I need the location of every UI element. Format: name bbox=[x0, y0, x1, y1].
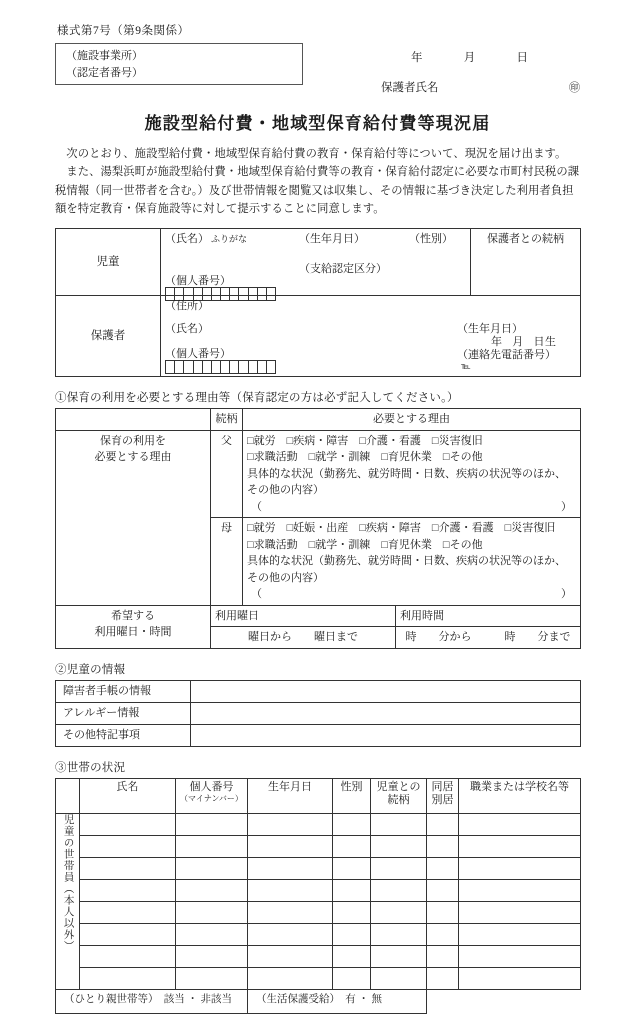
other-notes-value[interactable] bbox=[191, 724, 581, 746]
col-header-mynumber bbox=[176, 778, 248, 813]
reason-header-row bbox=[56, 409, 581, 431]
cell-occupation[interactable] bbox=[459, 901, 581, 923]
child-birth-label: （生年月日） bbox=[299, 233, 365, 246]
mynumber-digit-cell[interactable] bbox=[175, 361, 184, 373]
cell-occupation[interactable] bbox=[459, 835, 581, 857]
guardian-name-label: 保護者氏名 bbox=[381, 82, 439, 94]
cell-birth[interactable] bbox=[248, 901, 333, 923]
mother-detail-input[interactable] bbox=[247, 586, 576, 603]
col-header-sex: 性別 bbox=[333, 778, 371, 813]
cell-name[interactable] bbox=[80, 923, 176, 945]
table-row bbox=[56, 945, 581, 967]
mynumber-cells[interactable] bbox=[165, 360, 276, 374]
reason-row-label-line2: 必要とする理由 bbox=[94, 451, 172, 464]
table-row bbox=[56, 680, 581, 702]
cell-relation[interactable] bbox=[371, 901, 427, 923]
cell-birth[interactable] bbox=[248, 967, 333, 989]
cell-relation[interactable] bbox=[371, 857, 427, 879]
child-info-table bbox=[55, 680, 581, 747]
mynumber-digit-cell[interactable] bbox=[166, 361, 175, 373]
cell-occupation[interactable] bbox=[459, 857, 581, 879]
facility-box bbox=[55, 43, 303, 85]
cell-mynumber[interactable] bbox=[176, 967, 248, 989]
cell-name[interactable] bbox=[80, 901, 176, 923]
col-header-name: 氏名 bbox=[80, 778, 176, 813]
reason-col-header: 必要とする理由 bbox=[243, 409, 581, 431]
days-header: 利用曜日 bbox=[211, 606, 396, 627]
col-header-birth: 生年月日 bbox=[248, 778, 333, 813]
time-value[interactable]: 時 分から 時 分まで bbox=[396, 627, 581, 648]
table-row bbox=[56, 813, 581, 835]
mother-reason-cell[interactable] bbox=[243, 518, 581, 606]
footer-blank-2 bbox=[459, 989, 581, 1013]
disability-book-label: 障害者手帳の情報 bbox=[56, 680, 191, 702]
cell-sex[interactable] bbox=[333, 835, 371, 857]
cell-occupation[interactable] bbox=[459, 813, 581, 835]
mynumber-digit-cell[interactable] bbox=[230, 361, 239, 373]
other-notes-label: その他特記事項 bbox=[56, 724, 191, 746]
mother-reason-line1[interactable]: □就労 □妊娠・出産 □疾病・障害 □介護・看護 □災害復旧 bbox=[247, 522, 556, 535]
cell-birth[interactable] bbox=[248, 923, 333, 945]
father-reason-cell[interactable] bbox=[243, 430, 581, 518]
father-reason-line2[interactable]: □求職活動 □就学・訓練 □育児休業 □その他 bbox=[247, 451, 483, 464]
seal-icon: ㊞ bbox=[569, 82, 580, 94]
intro-paragraph-1: 次のとおり、施設型給付費・地域型保育給付費の教育・保育給付等について、現況を届け出ます。 bbox=[66, 148, 567, 160]
cell-sex[interactable] bbox=[333, 813, 371, 835]
relation-col-header: 続柄 bbox=[211, 409, 243, 431]
mother-label: 母 bbox=[211, 518, 243, 606]
wish-row bbox=[56, 605, 581, 648]
telephone-icon: ℡ bbox=[461, 361, 471, 372]
allergy-value[interactable] bbox=[191, 702, 581, 724]
table-row bbox=[56, 967, 581, 989]
intro-paragraph-2: また、湯梨浜町が施設型給付費・地域型保育給付費等の教育・保育給付認定に必要な市町村民税の課税情報（同一世帯者を含む。）及び世帯情報を閲覧又は収集し、その情報に基づき決定した利用者負担額を特定教育・保育施設等に対して提示することに同意します。 bbox=[55, 166, 580, 215]
cell-relation[interactable] bbox=[371, 835, 427, 857]
mother-reason-line2[interactable]: □求職活動 □就学・訓練 □育児休業 □その他 bbox=[247, 538, 483, 551]
household-header-row bbox=[56, 778, 581, 813]
cell-living[interactable] bbox=[427, 967, 459, 989]
cell-sex[interactable] bbox=[333, 879, 371, 901]
cell-mynumber[interactable] bbox=[176, 857, 248, 879]
cell-mynumber[interactable] bbox=[176, 945, 248, 967]
single-parent-field[interactable]: （ひとり親世帯等） 該当 ・ 非該当 bbox=[56, 989, 248, 1013]
cell-living[interactable] bbox=[427, 901, 459, 923]
paren-close: ） bbox=[561, 500, 572, 513]
reason-table bbox=[55, 408, 581, 649]
wish-row-label-line2: 利用曜日・時間 bbox=[94, 626, 172, 639]
col-header-occupation: 職業または学校名等 bbox=[459, 778, 581, 813]
table-row bbox=[56, 835, 581, 857]
table-row bbox=[56, 879, 581, 901]
cell-mynumber[interactable] bbox=[176, 879, 248, 901]
section2-heading: ②児童の情報 bbox=[55, 663, 126, 676]
col-header-living-line2: 別居 bbox=[431, 794, 454, 807]
child-sex-label: （性別） bbox=[409, 233, 453, 246]
household-vertical-label: 児童の世帯員（本人以外） bbox=[62, 813, 74, 952]
date-line bbox=[411, 49, 580, 65]
allergy-label: アレルギー情報 bbox=[56, 702, 191, 724]
col-header-relation-line2: 続柄 bbox=[387, 794, 410, 807]
household-footer-row bbox=[56, 989, 581, 1013]
guardian-mynumber-label: （個人番号） bbox=[165, 348, 231, 361]
section1-heading: ①保育の利用を必要とする理由等（保育認定の方は必ず記入してください。） bbox=[55, 392, 459, 405]
cell-mynumber[interactable] bbox=[176, 901, 248, 923]
cell-birth[interactable] bbox=[248, 945, 333, 967]
cell-mynumber[interactable] bbox=[176, 835, 248, 857]
cell-name[interactable] bbox=[80, 879, 176, 901]
cell-relation[interactable] bbox=[371, 813, 427, 835]
form-number: 様式第7号（第9条関係） bbox=[57, 25, 190, 37]
cell-sex[interactable] bbox=[333, 923, 371, 945]
cell-sex[interactable] bbox=[333, 857, 371, 879]
mynumber-digit-cell[interactable] bbox=[212, 361, 221, 373]
cell-sex[interactable] bbox=[333, 967, 371, 989]
time-header: 利用時間 bbox=[396, 606, 581, 627]
cell-occupation[interactable] bbox=[459, 879, 581, 901]
disability-book-value[interactable] bbox=[191, 680, 581, 702]
paren-open: （ bbox=[251, 588, 262, 601]
footer-blank-1 bbox=[427, 989, 459, 1013]
col-header-mynumber-sub: （マイナンバー） bbox=[180, 794, 243, 804]
cell-name[interactable] bbox=[80, 835, 176, 857]
mynumber-digit-cell[interactable] bbox=[194, 361, 203, 373]
table-row bbox=[56, 702, 581, 724]
cell-birth[interactable] bbox=[248, 835, 333, 857]
cell-sex[interactable] bbox=[333, 945, 371, 967]
reason-blank-header bbox=[56, 409, 211, 431]
guardian-birth-label: （生年月日） bbox=[457, 323, 523, 336]
days-value[interactable]: 曜日から 曜日まで bbox=[211, 627, 396, 648]
cell-mynumber[interactable] bbox=[176, 813, 248, 835]
child-row bbox=[56, 229, 581, 296]
cell-relation[interactable] bbox=[371, 967, 427, 989]
guardian-row-label: 保護者 bbox=[56, 296, 161, 377]
child-mynumber-label: （個人番号） bbox=[165, 275, 231, 288]
cell-relation[interactable] bbox=[371, 945, 427, 967]
cell-mynumber[interactable] bbox=[176, 923, 248, 945]
birth-year-label: 年 bbox=[491, 336, 503, 349]
child-certification-label: （支給認定区分） bbox=[299, 263, 387, 276]
col-header-relation-line1: 児童との bbox=[376, 780, 421, 793]
cell-living[interactable] bbox=[427, 923, 459, 945]
child-furigana-label: ふりがな bbox=[211, 234, 248, 245]
father-detail-input[interactable] bbox=[247, 499, 576, 516]
cell-living[interactable] bbox=[427, 835, 459, 857]
guardian-mynumber-grid[interactable] bbox=[165, 360, 276, 374]
cell-living[interactable] bbox=[427, 813, 459, 835]
mother-detail-label: 具体的な状況（勤務先、就労時間・日数、疾病の状況等のほか、その他の内容） bbox=[247, 555, 566, 584]
mynumber-digit-cell[interactable] bbox=[203, 361, 212, 373]
cell-name[interactable] bbox=[80, 813, 176, 835]
birth-month-label: 月 bbox=[512, 336, 524, 349]
household-corner-cell bbox=[56, 778, 80, 813]
cell-name[interactable] bbox=[80, 945, 176, 967]
month-label: 月 bbox=[463, 52, 476, 64]
person-table bbox=[55, 228, 581, 377]
father-label: 父 bbox=[211, 430, 243, 518]
wish-value-row bbox=[211, 627, 580, 648]
table-row bbox=[56, 724, 581, 746]
cell-relation[interactable] bbox=[371, 879, 427, 901]
intro-text bbox=[55, 145, 580, 218]
household-vertical-label-cell bbox=[56, 813, 80, 989]
certifier-number-label: （認定者番号） bbox=[66, 67, 143, 80]
cell-occupation[interactable] bbox=[459, 923, 581, 945]
cell-birth[interactable] bbox=[248, 879, 333, 901]
paren-close: ） bbox=[561, 588, 572, 601]
household-table bbox=[55, 778, 581, 1014]
paren-open: （ bbox=[251, 500, 262, 513]
cell-relation[interactable] bbox=[371, 923, 427, 945]
cell-occupation[interactable] bbox=[459, 945, 581, 967]
guardian-detail-cell[interactable] bbox=[161, 296, 581, 377]
mynumber-digit-cell[interactable] bbox=[249, 361, 258, 373]
table-row bbox=[56, 923, 581, 945]
cell-birth[interactable] bbox=[248, 813, 333, 835]
wish-row-label-line1: 希望する bbox=[111, 609, 155, 622]
cell-living[interactable] bbox=[427, 879, 459, 901]
guardian-tel-label: （連絡先電話番号） bbox=[457, 349, 556, 362]
child-relation-header: 保護者との続柄 bbox=[471, 229, 581, 296]
birth-day-label: 日生 bbox=[533, 336, 557, 349]
section3-heading: ③世帯の状況 bbox=[55, 761, 126, 774]
header-row bbox=[55, 43, 580, 95]
welfare-field[interactable]: （生活保護受給） 有 ・ 無 bbox=[248, 989, 427, 1013]
guardian-address-label: （住所） bbox=[165, 300, 209, 313]
mynumber-digit-cell[interactable] bbox=[184, 361, 193, 373]
guardian-name-field-label: （氏名） bbox=[165, 323, 209, 336]
col-header-relation bbox=[371, 778, 427, 813]
wish-row-label bbox=[56, 605, 211, 648]
child-row-label: 児童 bbox=[56, 229, 161, 296]
col-header-living bbox=[427, 778, 459, 813]
guardian-name-line bbox=[365, 79, 580, 95]
table-row bbox=[56, 857, 581, 879]
guardian-row bbox=[56, 296, 581, 377]
father-reason-line1[interactable]: □就労 □疾病・障害 □介護・看護 □災害復旧 bbox=[247, 434, 483, 447]
father-detail-label: 具体的な状況（勤務先、就労時間・日数、疾病の状況等のほか、その他の内容） bbox=[247, 467, 566, 497]
wish-header-row bbox=[211, 606, 580, 627]
page-title: 施設型給付費・地域型保育給付費等現況届 bbox=[144, 114, 491, 133]
cell-living[interactable] bbox=[427, 945, 459, 967]
table-row bbox=[56, 901, 581, 923]
child-name-label: （氏名） bbox=[165, 233, 209, 246]
cell-sex[interactable] bbox=[333, 901, 371, 923]
col-header-mynumber-main: 個人番号 bbox=[189, 780, 234, 793]
facility-label: （施設事業所） bbox=[66, 50, 143, 62]
header-right bbox=[365, 43, 580, 95]
child-detail-cell[interactable] bbox=[161, 229, 471, 296]
cell-living[interactable] bbox=[427, 857, 459, 879]
year-label: 年 bbox=[411, 52, 423, 64]
mynumber-digit-cell[interactable] bbox=[267, 361, 276, 373]
mynumber-digit-cell[interactable] bbox=[239, 361, 248, 373]
mynumber-digit-cell[interactable] bbox=[221, 361, 230, 373]
col-header-living-line1: 同居 bbox=[431, 780, 454, 793]
cell-name[interactable] bbox=[80, 857, 176, 879]
cell-occupation[interactable] bbox=[459, 967, 581, 989]
reason-row-label-line1: 保育の利用を bbox=[100, 434, 166, 447]
reason-row-label bbox=[56, 430, 211, 605]
mynumber-digit-cell[interactable] bbox=[258, 361, 267, 373]
cell-name[interactable] bbox=[80, 967, 176, 989]
day-label: 日 bbox=[516, 52, 529, 64]
cell-birth[interactable] bbox=[248, 857, 333, 879]
wish-detail-cell bbox=[211, 605, 581, 648]
father-row bbox=[56, 430, 581, 518]
